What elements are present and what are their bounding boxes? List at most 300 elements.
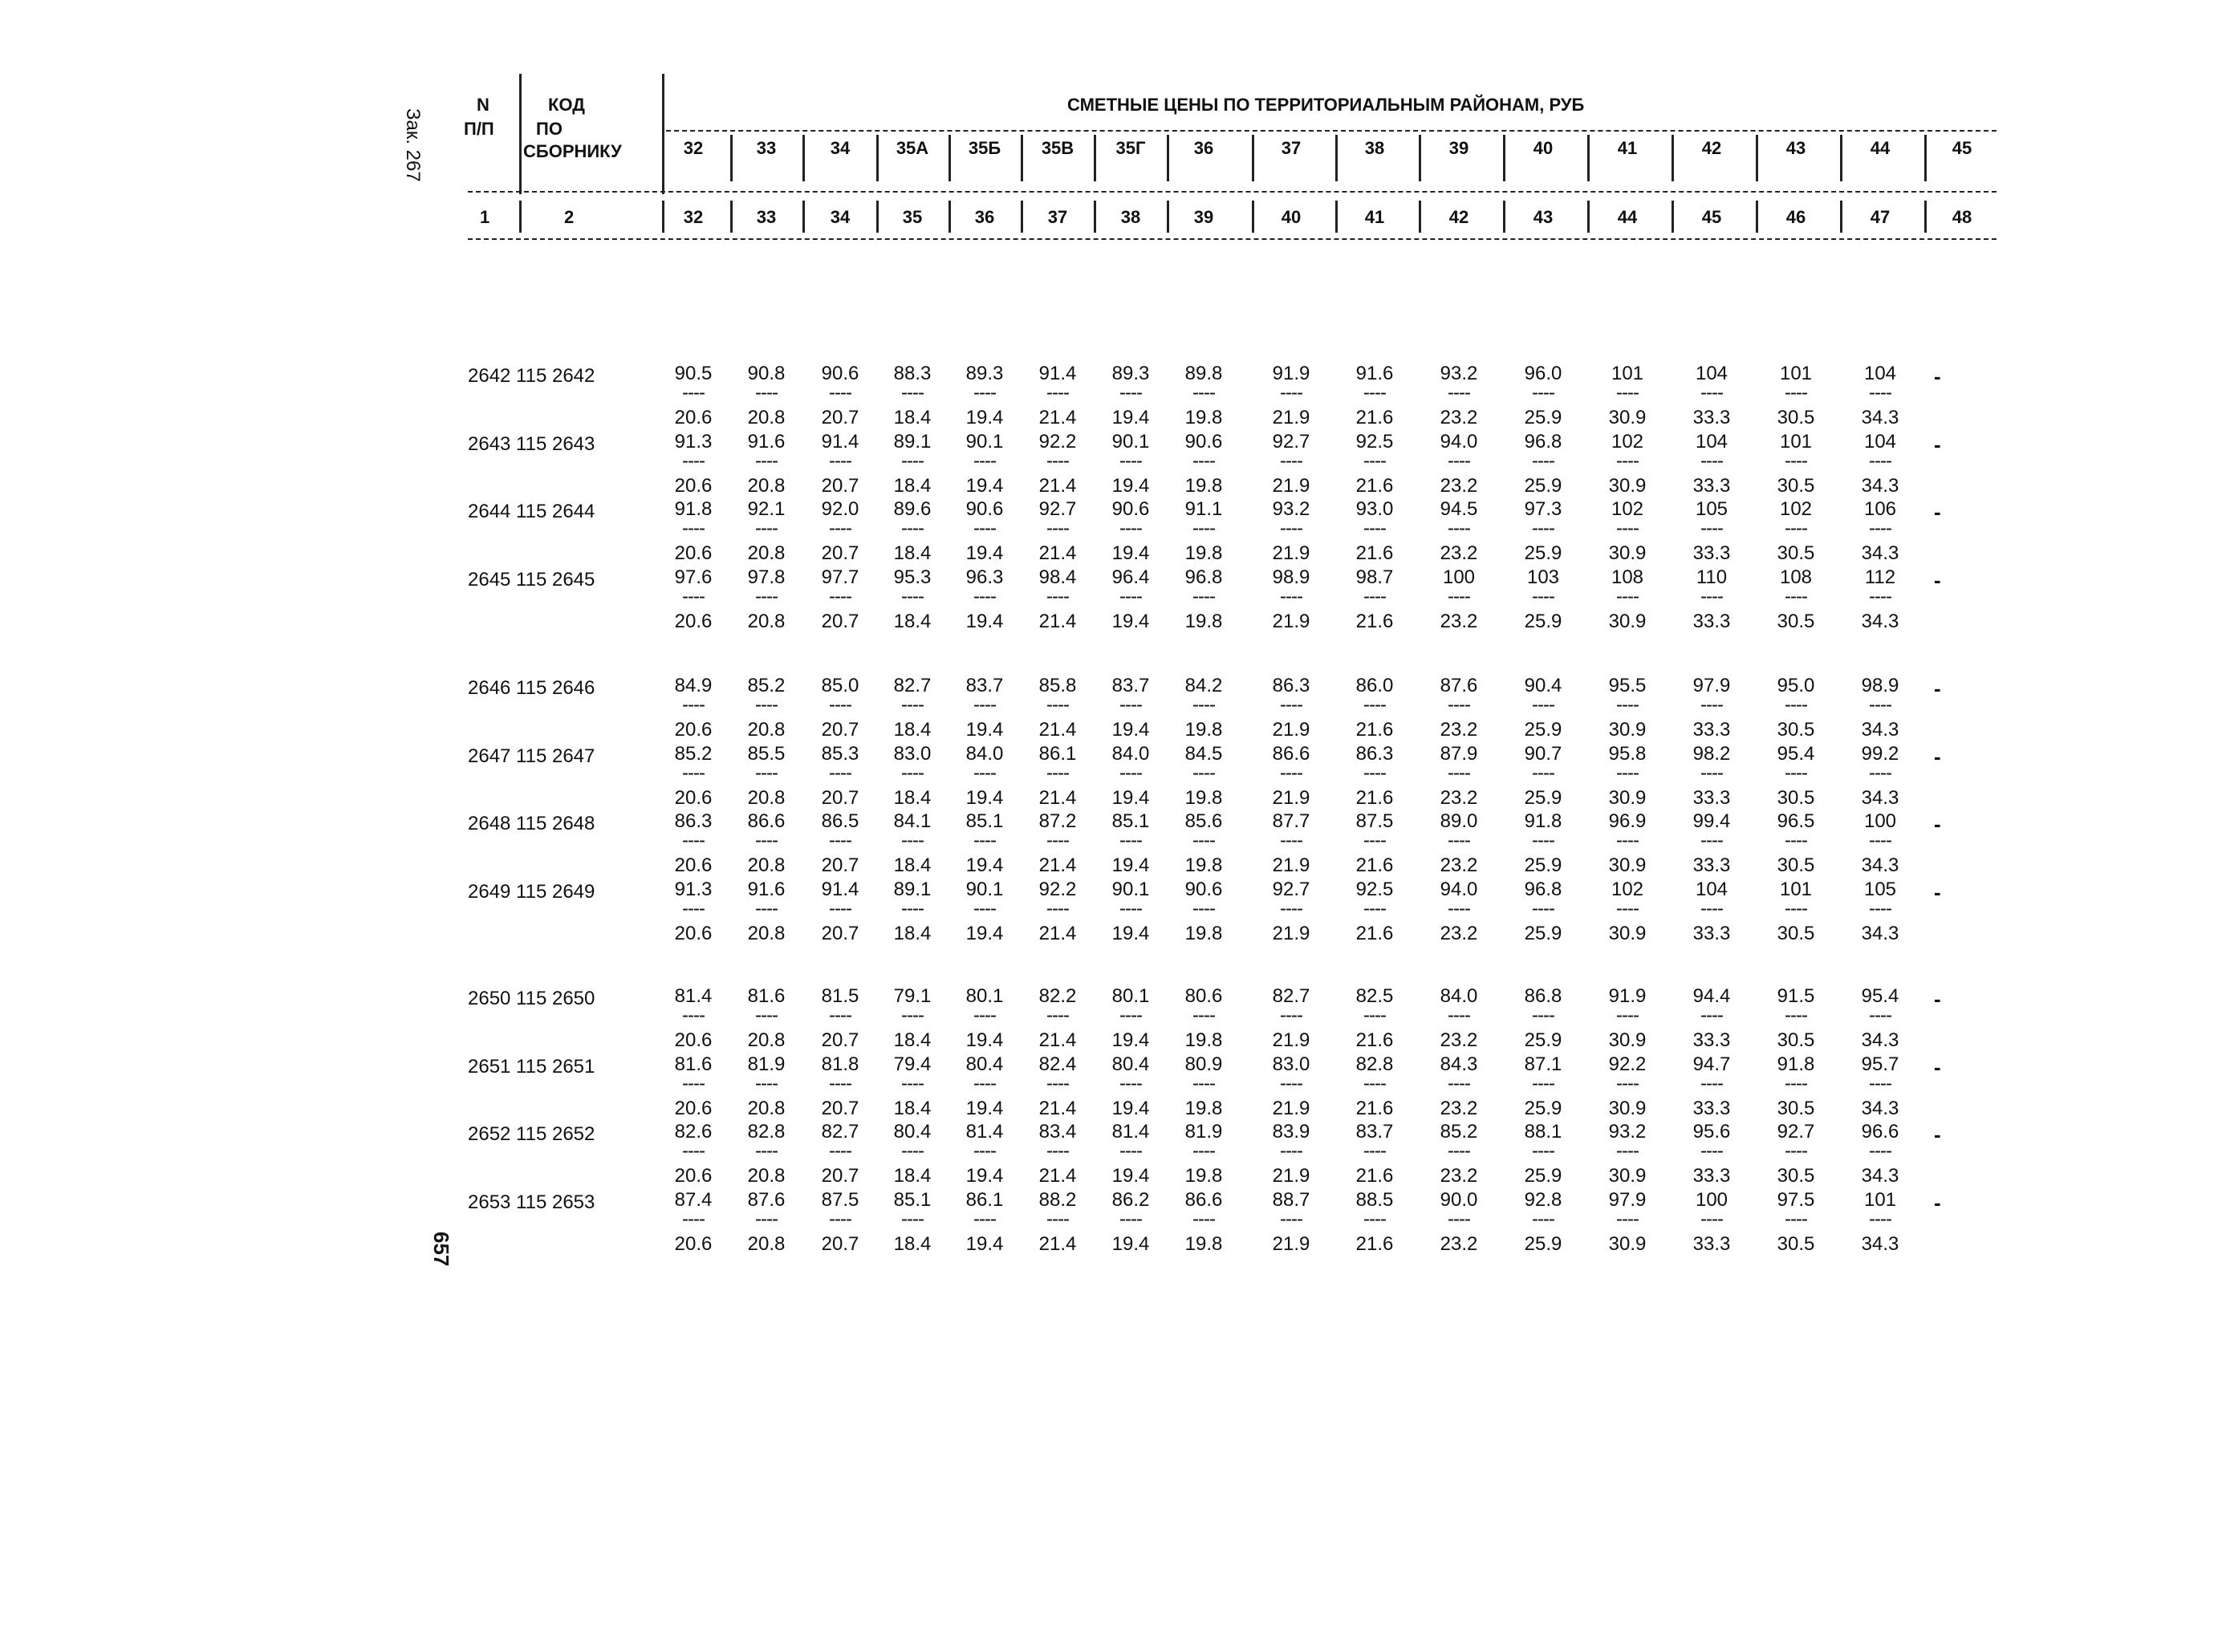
fraction-bar: ----	[1700, 694, 1723, 716]
fraction-bar: ----	[1119, 585, 1142, 607]
price-bottom: 18.4	[893, 474, 932, 497]
fraction-bar: ----	[1119, 1005, 1142, 1026]
price-bottom: 21.6	[1355, 474, 1394, 497]
price-bottom: 20.8	[747, 610, 786, 632]
price-bottom: 33.3	[1692, 1029, 1731, 1051]
price-top: 92.8	[1524, 1188, 1562, 1211]
price-bottom: 18.4	[893, 1232, 932, 1255]
price-top: 92.7	[1038, 498, 1077, 520]
price-top: 83.7	[965, 675, 1004, 696]
fraction-bar: ----	[1119, 694, 1142, 716]
price-top: 90.1	[965, 430, 1004, 453]
price-bottom: 19.4	[1111, 407, 1150, 428]
fraction-bar: ----	[1448, 1072, 1470, 1094]
price-bottom: 20.8	[747, 1232, 786, 1255]
price-bottom: 21.6	[1355, 1165, 1394, 1187]
fraction-bar: ----	[1192, 382, 1215, 404]
fraction-bar: ----	[1280, 761, 1302, 784]
price-top: 88.3	[893, 363, 932, 384]
price-top: 86.8	[1524, 985, 1562, 1007]
fraction-bar: ----	[1532, 897, 1554, 919]
price-top: 87.5	[821, 1188, 859, 1211]
fraction-bar: ----	[1532, 830, 1554, 851]
price-bottom: 20.8	[747, 542, 786, 564]
price-bottom: 19.4	[965, 542, 1004, 564]
price-bottom: 19.4	[965, 407, 1004, 428]
price-top: 87.6	[747, 1188, 786, 1211]
price-bottom: 25.9	[1524, 610, 1562, 632]
price-bottom: 19.4	[965, 1232, 1004, 1255]
price-bottom: 18.4	[893, 407, 932, 428]
header-col-code-2: ПО	[536, 119, 563, 139]
fraction-bar: ----	[1280, 1072, 1302, 1094]
fraction-bar: ----	[829, 1140, 851, 1162]
price-bottom: 20.7	[821, 1097, 859, 1119]
price-top: 91.9	[1608, 985, 1647, 1007]
price-top: 95.8	[1608, 742, 1647, 765]
price-bottom: 20.8	[747, 854, 786, 876]
price-bottom: 21.4	[1038, 542, 1077, 564]
price-top: 83.4	[1038, 1121, 1077, 1143]
price-top: 104	[1863, 363, 1897, 384]
price-top: 86.5	[821, 810, 859, 832]
price-top: 94.7	[1692, 1053, 1731, 1075]
header-separator	[1756, 135, 1758, 181]
price-top: 100	[1442, 566, 1476, 588]
price-bottom: 20.6	[674, 854, 713, 876]
price-bottom: 21.9	[1272, 786, 1310, 809]
fraction-bar: ----	[973, 761, 996, 784]
price-top: 91.5	[1777, 985, 1815, 1007]
price-top: 108	[1779, 566, 1813, 588]
price-bottom: 33.3	[1692, 922, 1731, 944]
fraction-bar: ----	[755, 1005, 778, 1026]
price-bottom: 21.6	[1355, 922, 1394, 944]
row-end-mark: -	[1934, 1190, 1941, 1215]
price-bottom: 25.9	[1524, 1165, 1562, 1187]
fraction-bar: ----	[1869, 1208, 1891, 1230]
header-separator	[1924, 201, 1927, 233]
row-end-mark: -	[1934, 744, 1941, 769]
price-bottom: 30.5	[1777, 610, 1815, 632]
price-bottom: 25.9	[1524, 719, 1562, 741]
fraction-bar: ----	[1363, 761, 1386, 784]
price-bottom: 18.4	[893, 1165, 932, 1187]
price-top: 90.6	[1111, 498, 1150, 520]
fraction-bar: ----	[829, 694, 851, 716]
fraction-bar: ----	[755, 382, 778, 404]
price-bottom: 23.2	[1440, 407, 1478, 428]
fraction-bar: ----	[682, 518, 705, 539]
fraction-bar: ----	[1363, 518, 1386, 539]
price-top: 85.2	[1440, 1121, 1478, 1143]
price-bottom: 30.9	[1608, 1165, 1647, 1187]
price-bottom: 20.6	[674, 1029, 713, 1051]
column-number: 48	[1952, 207, 1972, 227]
price-top: 91.8	[1524, 810, 1562, 832]
fraction-bar: ----	[1192, 1005, 1215, 1026]
price-bottom: 33.3	[1692, 1097, 1731, 1119]
row-end-mark: -	[1934, 676, 1941, 700]
fraction-bar: ----	[1119, 382, 1142, 404]
price-bottom: 19.4	[1111, 1165, 1150, 1187]
fraction-bar: ----	[1869, 449, 1891, 472]
price-bottom: 19.8	[1184, 1232, 1223, 1255]
fraction-bar: ----	[1046, 761, 1069, 784]
price-bottom: 34.3	[1861, 474, 1899, 497]
price-bottom: 19.4	[1111, 719, 1150, 741]
price-bottom: 21.6	[1355, 610, 1394, 632]
fraction-bar: ----	[973, 1005, 996, 1026]
fraction-bar: ----	[682, 694, 705, 716]
fraction-bar: ----	[1192, 694, 1215, 716]
fraction-bar: ----	[1532, 449, 1554, 472]
fraction-bar: ----	[1869, 761, 1891, 784]
fraction-bar: ----	[1785, 518, 1807, 539]
price-bottom: 20.8	[747, 474, 786, 497]
fraction-bar: ----	[901, 1005, 924, 1026]
price-top: 96.4	[1111, 566, 1150, 588]
price-top: 84.9	[674, 675, 713, 696]
price-bottom: 19.4	[1111, 786, 1150, 809]
price-top: 88.1	[1524, 1121, 1562, 1143]
price-bottom: 33.3	[1692, 719, 1731, 741]
fraction-bar: ----	[901, 1072, 924, 1094]
fraction-bar: ----	[1448, 518, 1470, 539]
price-top: 82.6	[674, 1121, 713, 1143]
row-end-mark: -	[1934, 987, 1941, 1011]
price-bottom: 20.6	[674, 407, 713, 428]
fraction-bar: ----	[1869, 1072, 1891, 1094]
fraction-bar: ----	[1280, 1208, 1302, 1230]
fraction-bar: ----	[829, 1072, 851, 1094]
price-top: 108	[1611, 566, 1644, 588]
price-bottom: 30.5	[1777, 719, 1815, 741]
header-separator	[948, 201, 951, 233]
price-bottom: 21.9	[1272, 1232, 1310, 1255]
price-top: 92.7	[1777, 1121, 1815, 1143]
fraction-bar: ----	[1869, 382, 1891, 404]
price-top: 98.9	[1861, 675, 1899, 696]
price-top: 101	[1779, 878, 1813, 900]
fraction-bar: ----	[829, 382, 851, 404]
price-top: 80.1	[1111, 985, 1150, 1007]
price-top: 94.0	[1440, 430, 1478, 453]
price-top: 86.1	[1038, 742, 1077, 765]
price-bottom: 21.9	[1272, 542, 1310, 564]
price-bottom: 23.2	[1440, 1165, 1478, 1187]
fraction-bar: ----	[1280, 585, 1302, 607]
price-top: 87.9	[1440, 742, 1478, 765]
price-bottom: 25.9	[1524, 407, 1562, 428]
fraction-bar: ----	[1532, 518, 1554, 539]
price-bottom: 19.8	[1184, 1097, 1223, 1119]
column-number: 34	[830, 207, 851, 227]
fraction-bar: ----	[1046, 1140, 1069, 1162]
fraction-bar: ----	[1448, 1140, 1470, 1162]
fraction-bar: ----	[829, 449, 851, 472]
fraction-bar: ----	[1869, 694, 1891, 716]
price-top: 93.2	[1440, 363, 1478, 384]
price-bottom: 21.6	[1355, 542, 1394, 564]
price-bottom: 21.4	[1038, 719, 1077, 741]
fraction-bar: ----	[1046, 1005, 1069, 1026]
row-code: 2650 115 2650	[468, 988, 595, 1009]
price-top: 92.2	[1038, 430, 1077, 453]
price-top: 84.1	[893, 810, 932, 832]
fraction-bar: ----	[1616, 1140, 1639, 1162]
fraction-bar: ----	[1616, 1072, 1639, 1094]
fraction-bar: ----	[1363, 897, 1386, 919]
price-top: 91.3	[674, 430, 713, 453]
price-top: 105	[1695, 498, 1728, 520]
price-top: 96.8	[1524, 430, 1562, 453]
page-number: 657	[429, 1232, 453, 1267]
price-top: 86.1	[965, 1188, 1004, 1211]
fraction-bar: ----	[755, 1208, 778, 1230]
price-top: 82.8	[747, 1121, 786, 1143]
price-bottom: 23.2	[1440, 610, 1478, 632]
price-bottom: 30.5	[1777, 1165, 1815, 1187]
fraction-bar: ----	[1192, 830, 1215, 851]
fraction-bar: ----	[1869, 1140, 1891, 1162]
price-top: 90.6	[965, 498, 1004, 520]
price-top: 91.4	[1038, 363, 1077, 384]
fraction-bar: ----	[1280, 1005, 1302, 1026]
fraction-bar: ----	[1532, 1005, 1554, 1026]
price-top: 101	[1779, 430, 1813, 453]
price-top: 96.5	[1777, 810, 1815, 832]
price-bottom: 20.8	[747, 922, 786, 944]
column-number: 33	[756, 207, 777, 227]
fraction-bar: ----	[1869, 1005, 1891, 1026]
price-bottom: 18.4	[893, 719, 932, 741]
price-top: 86.3	[674, 810, 713, 832]
fraction-bar: ----	[1280, 382, 1302, 404]
price-bottom: 18.4	[893, 786, 932, 809]
column-number: 41	[1364, 207, 1385, 227]
price-bottom: 25.9	[1524, 854, 1562, 876]
fraction-bar: ----	[1532, 1072, 1554, 1094]
price-top: 84.2	[1184, 675, 1223, 696]
price-bottom: 21.6	[1355, 1097, 1394, 1119]
header-separator	[802, 135, 805, 181]
price-top: 91.6	[1355, 363, 1394, 384]
price-bottom: 21.4	[1038, 922, 1077, 944]
price-bottom: 23.2	[1440, 474, 1478, 497]
header-col-code-1: КОД	[548, 95, 585, 115]
price-bottom: 21.9	[1272, 1097, 1310, 1119]
price-bottom: 19.4	[965, 854, 1004, 876]
row-code: 2644 115 2644	[468, 501, 595, 522]
header-separator	[1335, 135, 1338, 181]
price-top: 92.7	[1272, 878, 1310, 900]
column-number: 43	[1533, 207, 1554, 227]
price-bottom: 19.4	[965, 786, 1004, 809]
fraction-bar: ----	[1046, 382, 1069, 404]
fraction-bar: ----	[1192, 518, 1215, 539]
price-bottom: 20.7	[821, 1232, 859, 1255]
column-number: 32	[683, 207, 704, 227]
price-bottom: 21.9	[1272, 610, 1310, 632]
price-bottom: 34.3	[1861, 407, 1899, 428]
fraction-bar: ----	[829, 830, 851, 851]
price-bottom: 21.6	[1355, 786, 1394, 809]
row-end-mark: -	[1934, 432, 1941, 457]
price-bottom: 20.6	[674, 1165, 713, 1187]
header-title: СМЕТНЫЕ ЦЕНЫ ПО ТЕРРИТОРИАЛЬНЫМ РАЙОНАМ, РУБ	[1067, 95, 1585, 115]
fraction-bar: ----	[1363, 830, 1386, 851]
header-separator	[1252, 135, 1254, 181]
price-top: 86.6	[747, 810, 786, 832]
header-separator	[876, 201, 879, 233]
fraction-bar: ----	[1046, 1072, 1069, 1094]
fraction-bar: ----	[1700, 1208, 1723, 1230]
price-top: 91.3	[674, 878, 713, 900]
fraction-bar: ----	[755, 1140, 778, 1162]
price-bottom: 23.2	[1440, 719, 1478, 741]
price-top: 87.1	[1524, 1053, 1562, 1075]
price-bottom: 34.3	[1861, 719, 1899, 741]
price-bottom: 33.3	[1692, 474, 1731, 497]
price-top: 85.1	[893, 1188, 932, 1211]
price-bottom: 21.4	[1038, 610, 1077, 632]
price-bottom: 21.9	[1272, 1165, 1310, 1187]
price-top: 92.0	[821, 498, 859, 520]
price-bottom: 19.8	[1184, 1029, 1223, 1051]
fraction-bar: ----	[829, 897, 851, 919]
fraction-bar: ----	[1616, 830, 1639, 851]
row-code: 2646 115 2646	[468, 677, 595, 699]
fraction-bar: ----	[1192, 1208, 1215, 1230]
price-bottom: 19.4	[1111, 1232, 1150, 1255]
region-label: 43	[1785, 138, 1806, 158]
price-bottom: 25.9	[1524, 1097, 1562, 1119]
price-top: 96.6	[1861, 1121, 1899, 1143]
price-top: 91.8	[674, 498, 713, 520]
price-top: 90.6	[821, 363, 859, 384]
price-top: 104	[1695, 878, 1728, 900]
fraction-bar: ----	[1532, 761, 1554, 784]
region-label: 33	[756, 138, 777, 158]
price-bottom: 19.8	[1184, 922, 1223, 944]
fraction-bar: ----	[1363, 1072, 1386, 1094]
price-bottom: 19.4	[1111, 922, 1150, 944]
price-bottom: 30.9	[1608, 854, 1647, 876]
fraction-bar: ----	[901, 694, 924, 716]
price-bottom: 20.8	[747, 1165, 786, 1187]
price-top: 89.1	[893, 430, 932, 453]
price-top: 101	[1779, 363, 1813, 384]
fraction-bar: ----	[1448, 830, 1470, 851]
price-bottom: 19.4	[965, 474, 1004, 497]
fraction-bar: ----	[755, 449, 778, 472]
fraction-bar: ----	[829, 1208, 851, 1230]
price-bottom: 33.3	[1692, 1232, 1731, 1255]
price-top: 91.9	[1272, 363, 1310, 384]
price-top: 91.4	[821, 878, 859, 900]
price-top: 97.3	[1524, 498, 1562, 520]
price-bottom: 21.4	[1038, 854, 1077, 876]
row-end-mark: -	[1934, 879, 1941, 904]
price-bottom: 19.8	[1184, 719, 1223, 741]
price-top: 90.1	[965, 878, 1004, 900]
price-top: 82.8	[1355, 1053, 1394, 1075]
price-top: 85.0	[821, 675, 859, 696]
price-bottom: 20.8	[747, 786, 786, 809]
price-bottom: 23.2	[1440, 786, 1478, 809]
fraction-bar: ----	[1363, 694, 1386, 716]
price-top: 101	[1611, 363, 1644, 384]
fraction-bar: ----	[755, 1072, 778, 1094]
price-top: 84.3	[1440, 1053, 1478, 1075]
price-bottom: 23.2	[1440, 1029, 1478, 1051]
row-code: 2651 115 2651	[468, 1055, 595, 1078]
fraction-bar: ----	[1532, 382, 1554, 404]
price-top: 106	[1863, 498, 1897, 520]
price-top: 82.4	[1038, 1053, 1077, 1075]
price-bottom: 19.4	[965, 1029, 1004, 1051]
fraction-bar: ----	[1700, 830, 1723, 851]
fraction-bar: ----	[682, 382, 705, 404]
fraction-bar: ----	[1363, 449, 1386, 472]
price-top: 100	[1695, 1188, 1728, 1211]
fraction-bar: ----	[682, 585, 705, 607]
fraction-bar: ----	[1700, 518, 1723, 539]
price-top: 79.1	[893, 985, 932, 1007]
fraction-bar: ----	[1448, 585, 1470, 607]
fraction-bar: ----	[901, 518, 924, 539]
price-bottom: 30.9	[1608, 610, 1647, 632]
price-bottom: 20.6	[674, 1097, 713, 1119]
price-bottom: 34.3	[1861, 542, 1899, 564]
fraction-bar: ----	[1700, 585, 1723, 607]
price-bottom: 25.9	[1524, 1029, 1562, 1051]
fraction-bar: ----	[1785, 761, 1807, 784]
price-top: 96.8	[1184, 566, 1223, 588]
price-top: 80.9	[1184, 1053, 1223, 1075]
fraction-bar: ----	[1869, 830, 1891, 851]
header-separator	[1094, 201, 1096, 233]
price-bottom: 21.4	[1038, 1165, 1077, 1187]
price-bottom: 21.9	[1272, 854, 1310, 876]
price-top: 97.9	[1692, 675, 1731, 696]
price-bottom: 30.9	[1608, 1029, 1647, 1051]
fraction-bar: ----	[1280, 518, 1302, 539]
fraction-bar: ----	[1046, 694, 1069, 716]
region-label: 44	[1870, 138, 1891, 158]
price-top: 97.6	[674, 566, 713, 588]
header-separator	[1924, 135, 1927, 181]
price-bottom: 19.8	[1184, 610, 1223, 632]
fraction-bar: ----	[1192, 585, 1215, 607]
fraction-bar: ----	[1363, 1005, 1386, 1026]
price-top: 98.4	[1038, 566, 1077, 588]
price-bottom: 23.2	[1440, 854, 1478, 876]
fraction-bar: ----	[1363, 382, 1386, 404]
price-top: 86.6	[1184, 1188, 1223, 1211]
price-top: 84.5	[1184, 742, 1223, 765]
row-end-mark: -	[1934, 1054, 1941, 1079]
fraction-bar: ----	[973, 1140, 996, 1162]
price-bottom: 18.4	[893, 542, 932, 564]
price-bottom: 20.6	[674, 922, 713, 944]
fraction-bar: ----	[1192, 1072, 1215, 1094]
fraction-bar: ----	[1280, 449, 1302, 472]
header-num-1: 1	[480, 207, 490, 227]
price-top: 101	[1863, 1188, 1897, 1211]
header-separator	[1419, 135, 1421, 181]
